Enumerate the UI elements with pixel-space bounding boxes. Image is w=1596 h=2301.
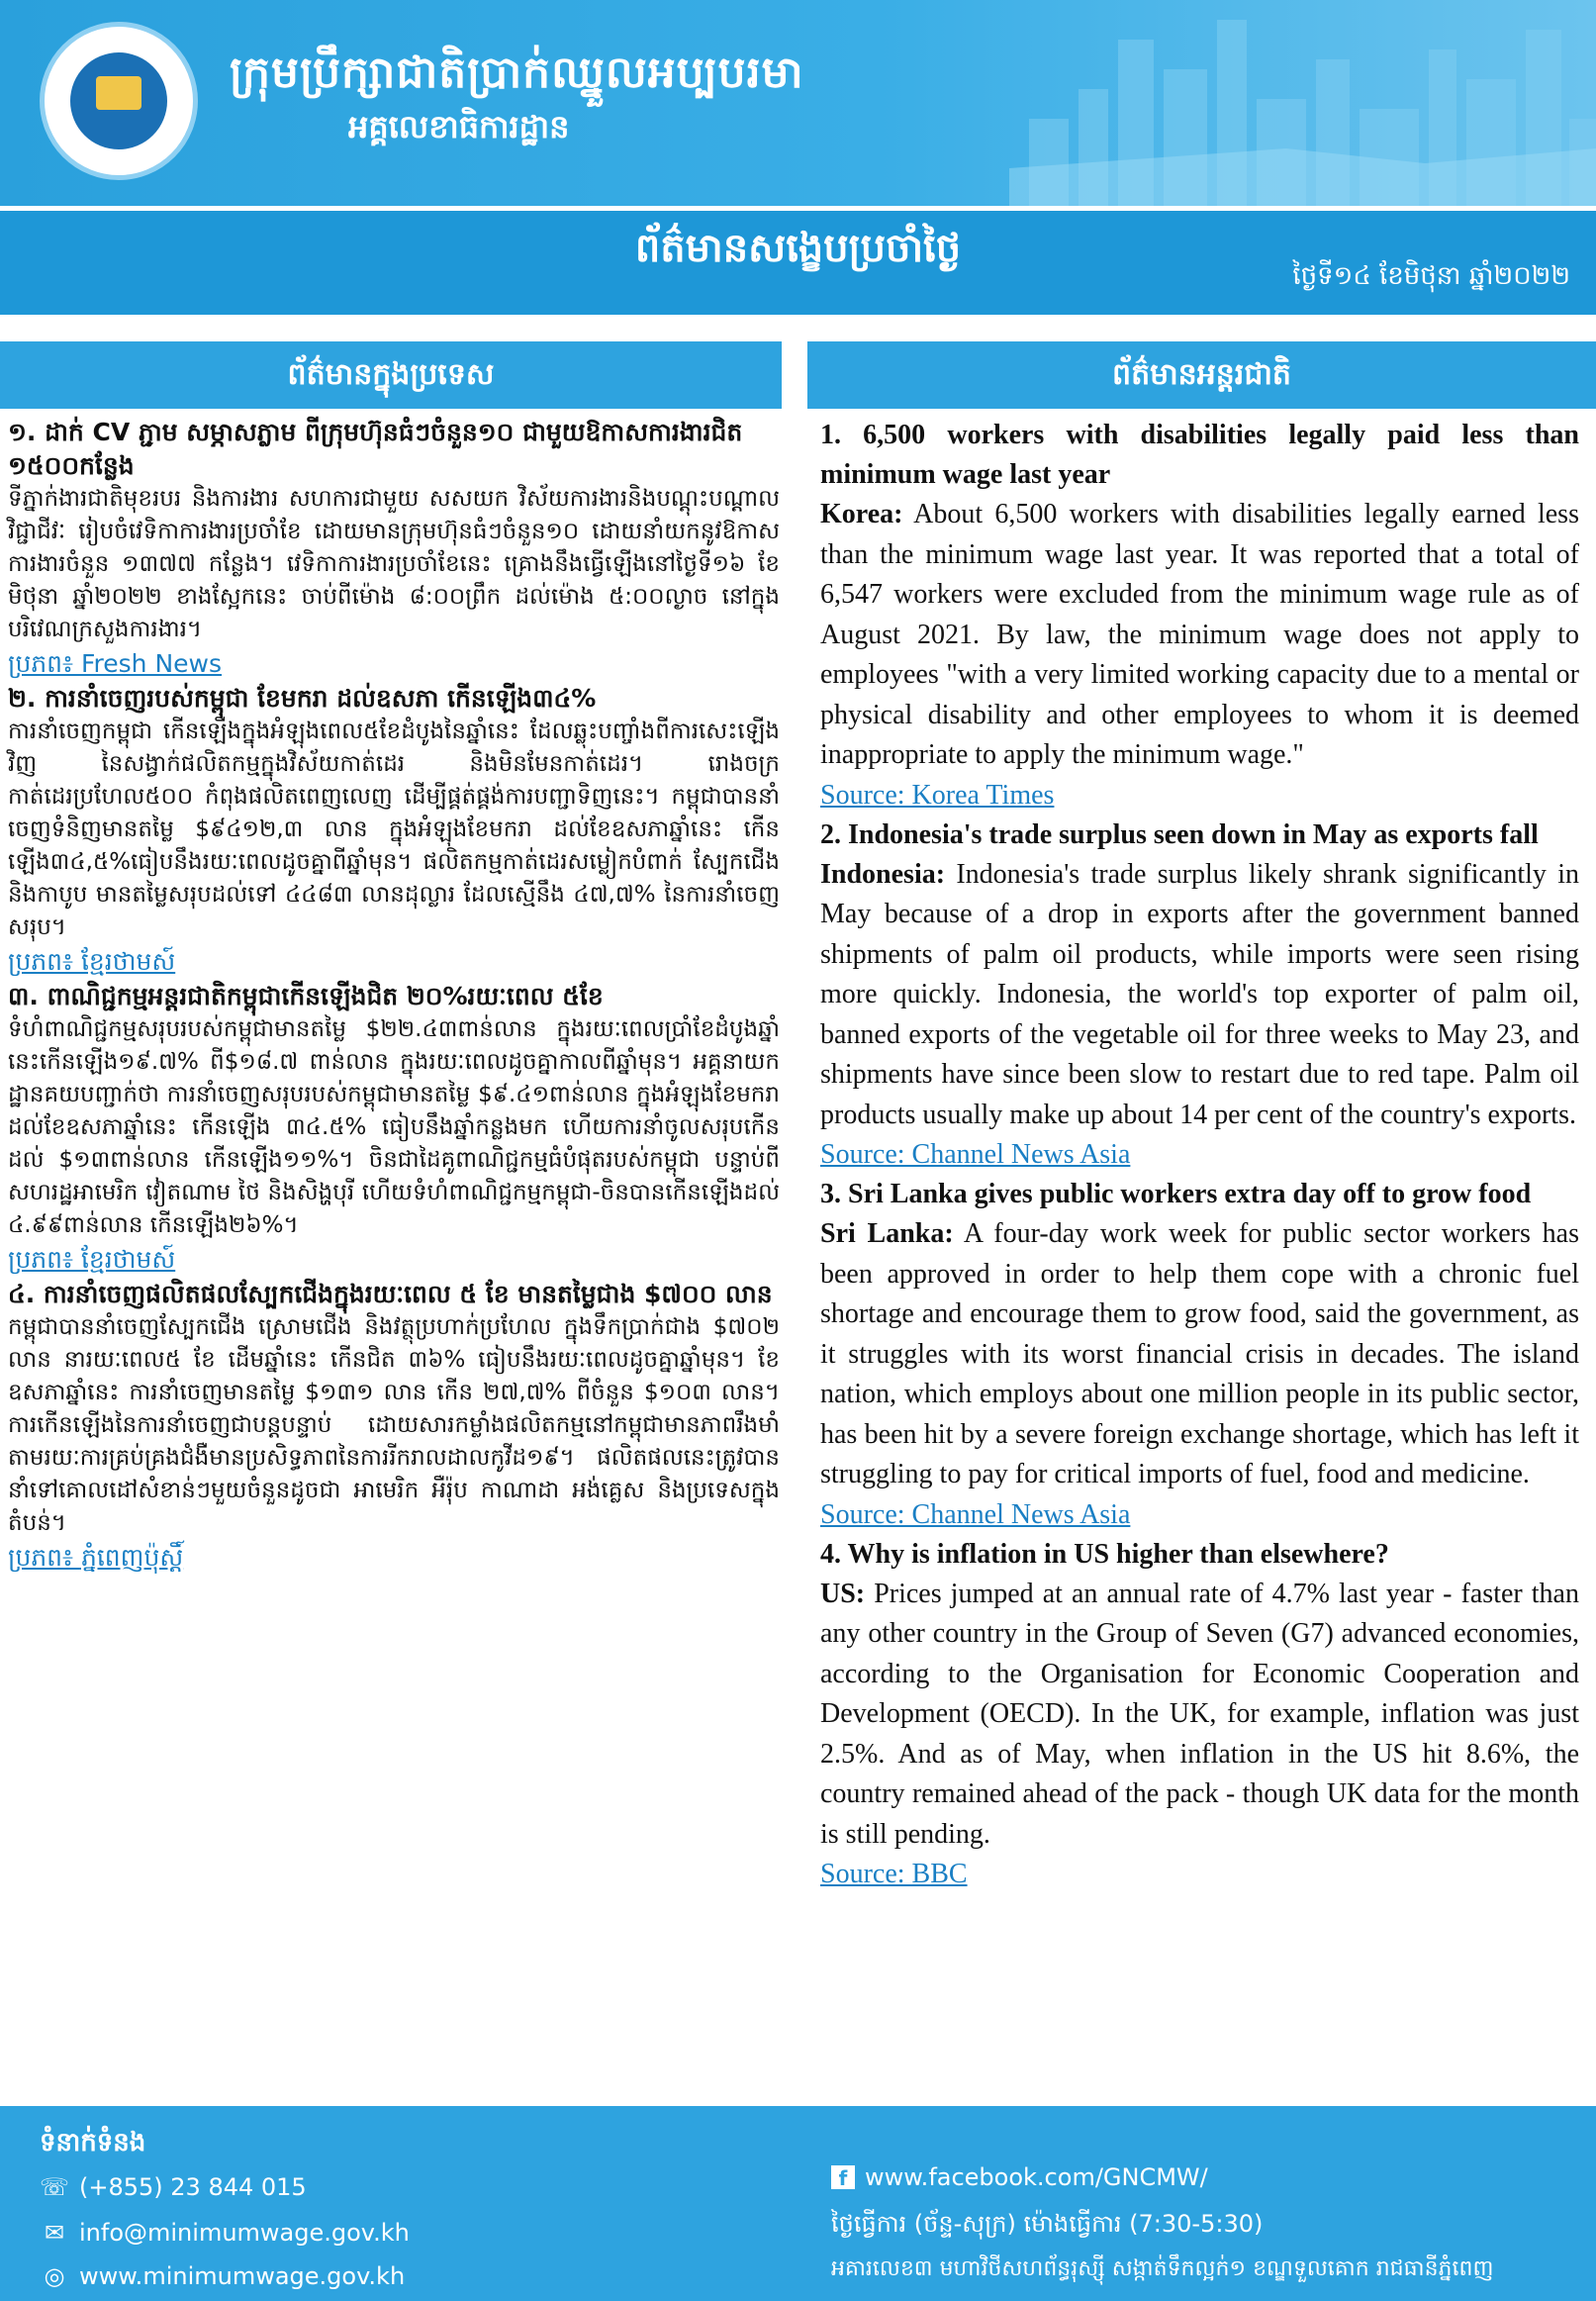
local-article-4 bbox=[8, 1278, 780, 1576]
intl-news-column bbox=[820, 416, 1579, 1894]
article-body: ទីភ្នាក់ងារជាតិមុខរបរ និងការងារ សហការជាមួយ សសយក វិស័យការងារនិងបណ្តុះបណ្តាលវិជ្ជាជីវៈ រៀបចំវេទិកាការងារប្រចាំខែ ដោយមានក្រុមហ៊ុនធំៗចំនួន១០ ដោយនាំយកនូវឱកាសការងារចំនួន ១៣៧៧ កន្លែង។ វេទិកាការងារប្រចាំខែនេះ គ្រោងនឹងធ្វើឡើងនៅថ្ងៃទី១៦ ខែមិថុនា ឆ្នាំ២០២២ ខាងស្អែកនេះ ចាប់ពីម៉ោង ៨:០០ព្រឹក ដល់ម៉ោង ៥:០០ល្ងាច នៅក្នុងបរិវេណក្រសួងការងារ។ bbox=[8, 486, 780, 642]
email-text: info@minimumwage.gov.kh bbox=[79, 2219, 410, 2247]
logo-emblem bbox=[70, 52, 167, 149]
article-body: ការនាំចេញកម្ពុជា កើនឡើងក្នុងអំឡុងពេល៥ខែដំបូងនៃឆ្នាំនេះ ដែលឆ្លុះបញ្ចាំងពីការសេះឡើងវិញ នៃសង្វាក់ផលិតកម្មក្នុងវិស័យកាត់ដេរ និងមិនមែនកាត់ដេរ។ រោងចក្រកាត់ដេរប្រហែល៥០០ កំពុងផលិតពេញលេញ ដើម្បីផ្គត់ផ្គង់ការបញ្ជាទិញនេះ។ កម្ពុជាបាននាំចេញទំនិញមានតម្លៃ $៩៤១២,៣ លាន ក្នុងអំឡុងខែមករា ដល់ខែឧសភាឆ្នាំនេះ កើនឡើង៣៤,៥%ធៀបនឹងរយៈពេលដូចគ្នាពីឆ្នាំមុន។ ផលិតកម្មកាត់ដេរសម្លៀកបំពាក់ ស្បែកជើង និងកាបូប មានតម្លៃសរុបដល់ទៅ ៤៤៨៣ លានដុល្លារ ដែលស្មើនឹង ៤៧,៧% នៃការនាំចេញសរុប។ bbox=[8, 719, 780, 940]
intl-article-1 bbox=[820, 416, 1579, 815]
article-source-link[interactable]: ប្រភព៖ Fresh News bbox=[8, 649, 223, 678]
article-text: Prices jumped at an annual rate of 4.7% last year - faster than any other country in the Group of Seven (G7) advanced economies, according to the Organisation for Economic Cooperation and Development (OECD). In the UK, for example, inflation was just 2.5%. And as of May, when inflation in the US hit 8.6%, the country remained ahead of the pack - though UK data for the month is still pending. bbox=[820, 1578, 1579, 1850]
issue-date: ថ្ងៃទី១៤ ខែមិថុនា ឆ្នាំ២០២២ bbox=[1292, 261, 1570, 291]
working-hours: ថ្ងៃធ្វើការ (ច័ន្ទ-សុក្រ) ម៉ោងធ្វើការ (7:30-5:30) bbox=[831, 2210, 1264, 2238]
article-country: US: bbox=[820, 1578, 866, 1609]
intl-article-2 bbox=[820, 815, 1579, 1176]
phone-text: (+855) 23 844 015 bbox=[79, 2173, 307, 2201]
website-text: www.minimumwage.gov.kh bbox=[79, 2262, 406, 2290]
facebook-link[interactable] bbox=[831, 2163, 1208, 2191]
article-text: A four-day work week for public sector workers has been approved in order to help them cope with a chronic fuel shortage and encourage them to grow food, said the government, as it struggles with its worst financial crisis in decades. The island nation, which employs about one million people in its public sector, has been hit by a severe foreign exchange shortage, which has left it struggling to pay for critical imports of fuel, food and medicine. bbox=[820, 1218, 1579, 1489]
article-source-link[interactable]: Source: Channel News Asia bbox=[820, 1139, 1131, 1170]
article-source-link[interactable]: ប្រភព៖ ភ្នំពេញប៉ុស្តិ៍ bbox=[8, 1543, 184, 1572]
mail-icon: ✉ bbox=[44, 2219, 65, 2247]
org-logo bbox=[40, 22, 198, 180]
article-country: Sri Lanka: bbox=[820, 1218, 954, 1249]
intl-news-header: ព័ត៌មានអន្តរជាតិ bbox=[807, 341, 1596, 409]
article-body: ទំហំពាណិជ្ជកម្មសរុបរបស់កម្ពុជាមានតម្លៃ $២២.៤៣ពាន់លាន ក្នុងរយៈពេលប្រាំខែដំបូងឆ្នាំនេះកើនឡើង១៩.៧% ពី$១៨.៧ ពាន់លាន ក្នុងរយៈពេលដូចគ្នាកាលពីឆ្នាំមុន។ អគ្គនាយកដ្ឋានគយបញ្ជាក់ថា ការនាំចេញសរុបរបស់កម្ពុជាមានតម្លៃ $៩.៤១ពាន់លាន ក្នុងអំឡុងខែមករាដល់ខែឧសភាឆ្នាំនេះ កើនឡើង ៣៤.៥% ធៀបនឹងឆ្នាំកន្លងមក ហើយការនាំចូលសរុបកើនដល់ $១៣ពាន់លាន កើនឡើង១១%។ ចិនជាដៃគូពាណិជ្ជកម្មធំបំផុតរបស់កម្ពុជា បន្ទាប់ពីសហរដ្ឋអាមេរិក វៀតណាម ថៃ និងសិង្ហបុរី ហើយទំហំពាណិជ្ជកម្មកម្ពុជា-ចិនបានកើនឡើងដល់ ៤.៩៩ពាន់លាន កើនឡើង២៦%។ bbox=[8, 1016, 780, 1238]
local-article-1 bbox=[8, 416, 780, 682]
article-title: ១. ដាក់ CV ភ្ជាម សម្ភាសភ្លាម ពីក្រុមហ៊ុនធំៗចំនួន១០ ជាមួយឱកាសការងារជិត ១៥០០កន្លែង bbox=[8, 418, 743, 480]
article-body bbox=[820, 495, 1579, 776]
article-body bbox=[820, 1575, 1579, 1856]
article-title: 4. Why is inflation in US higher than elsewhere? bbox=[820, 1538, 1389, 1570]
article-title: 3. Sri Lanka gives public workers extra day off to grow food bbox=[820, 1179, 1532, 1209]
article-title: ៣. ពាណិជ្ជកម្មអន្តរជាតិកម្ពុជាកើនឡើងជិត ២០%រយៈពេល ៥ខែ bbox=[8, 982, 604, 1010]
article-title: ៤. ការនាំចេញផលិតផលស្បែកជើងក្នុងរយៈពេល ៥ ខែ មានតម្លៃជាង $៧០០ លាន bbox=[8, 1280, 773, 1308]
article-source-link[interactable]: Source: BBC bbox=[820, 1859, 968, 1889]
local-article-2 bbox=[8, 682, 780, 980]
article-body bbox=[820, 855, 1579, 1136]
page-title: ព័ត៌មានសង្ខេបប្រចាំថ្ងៃ bbox=[634, 226, 962, 271]
page-header bbox=[0, 0, 1596, 315]
logo-book-icon bbox=[96, 76, 141, 110]
article-title: 2. Indonesia's trade surplus seen down in May as exports fall bbox=[820, 818, 1539, 850]
intl-article-4 bbox=[820, 1535, 1579, 1895]
dept-name: អគ្គលេខាធិការដ្ឋាន bbox=[348, 108, 570, 145]
office-address: អគារលេខ៣ មហាវិថីសហព័ន្ធរុស្ស៊ី សង្កាត់ទឹកល្អក់១ ខណ្ឌទួលគោក រាជធានីភ្នំពេញ bbox=[831, 2256, 1494, 2281]
local-article-3 bbox=[8, 980, 780, 1278]
facebook-icon: f bbox=[831, 2165, 855, 2189]
facebook-text: www.facebook.com/GNCMW/ bbox=[865, 2163, 1208, 2191]
article-country: Indonesia: bbox=[820, 858, 946, 890]
article-text: Indonesia's trade surplus likely shrank significantly in May because of a drop in exports after the government banned shipments of palm oil products, while imports were seen rising more quickly. Indonesia, the world's top exporter of palm oil, banned exports of the vegetable oil for three weeks to May 23, and shipments have since been slow to restart due to red tape. Palm oil products usually make up about 14 per cent of the country's exports. bbox=[820, 858, 1579, 1130]
article-text: About 6,500 workers with disabilities legally earned less than the minimum wage last year. It was reported that a total of 6,547 workers were excluded from the minimum wage rule as of August 2021. By law, the minimum wage does not apply to employees "with a very limited working capacity due to a mental or physical disability and other employees to whom it is deemed inappropriate to apply the minimum wage." bbox=[820, 499, 1579, 770]
phone-icon: ☏ bbox=[40, 2173, 70, 2201]
org-name: ក្រុមប្រឹក្សាជាតិប្រាក់ឈ្នួលអប្បបរមា bbox=[230, 48, 804, 98]
contact-title: ទំនាក់ទំនង bbox=[40, 2128, 146, 2157]
article-title: 1. 6,500 workers with disabilities legally paid less than minimum wage last year bbox=[820, 420, 1579, 490]
local-news-header: ព័ត៌មានក្នុងប្រទេស bbox=[0, 341, 782, 409]
contact-email[interactable] bbox=[40, 2219, 410, 2247]
globe-icon: ◎ bbox=[44, 2262, 65, 2290]
article-body bbox=[820, 1214, 1579, 1495]
article-title: ២. ការនាំចេញរបស់កម្ពុជា ខែមករា ដល់ឧសភា កើនឡើង៣៤% bbox=[8, 684, 597, 713]
contact-phone[interactable] bbox=[40, 2173, 307, 2201]
article-source-link[interactable]: ប្រភព៖ ខ្មែរថាមស៍ bbox=[8, 1245, 176, 1274]
article-country: Korea: bbox=[820, 499, 903, 529]
local-news-column bbox=[8, 416, 780, 1576]
article-source-link[interactable]: ប្រភព៖ ខ្មែរថាមស៍ bbox=[8, 947, 176, 976]
page-footer bbox=[0, 2106, 1596, 2301]
article-source-link[interactable]: Source: Korea Times bbox=[820, 779, 1055, 811]
intl-article-3 bbox=[820, 1175, 1579, 1535]
contact-website[interactable] bbox=[40, 2262, 405, 2290]
article-source-link[interactable]: Source: Channel News Asia bbox=[820, 1498, 1131, 1530]
article-body: កម្ពុជាបាននាំចេញស្បែកជើង ស្រោមជើង និងវត្ថុប្រហាក់ប្រហែល ក្នុងទឹកប្រាក់ជាង $៧០២ លាន នារយៈពេល៥ ខែ ដើមឆ្នាំនេះ កើនជិត ៣៦% ធៀបនឹងរយៈពេលដូចគ្នាឆ្នាំមុន។ ខែឧសភាឆ្នាំនេះ ការនាំចេញមានតម្លៃ $១៣១ លាន កើន ២៧,៧% ពីចំនួន $១០៣ លាន។ ការកើនឡើងនៃការនាំចេញជាបន្តបន្ទាប់ ដោយសារកម្លាំងផលិតកម្មនៅកម្ពុជាមានភាពរឹងមាំ តាមរយៈការគ្រប់គ្រងជំងឺមានប្រសិទ្ធភាពនៃការរីករាលដាលកូវីដ១៩។ ផលិតផលនេះត្រូវបាននាំទៅគោលដៅសំខាន់ៗមួយចំនួនដូចជា អាមេរិក អឺរ៉ុប កាណាដា អង់គ្លេស និងប្រទេសក្នុងតំបន់។ bbox=[8, 1314, 780, 1536]
city-skyline-graphic bbox=[1009, 0, 1596, 206]
